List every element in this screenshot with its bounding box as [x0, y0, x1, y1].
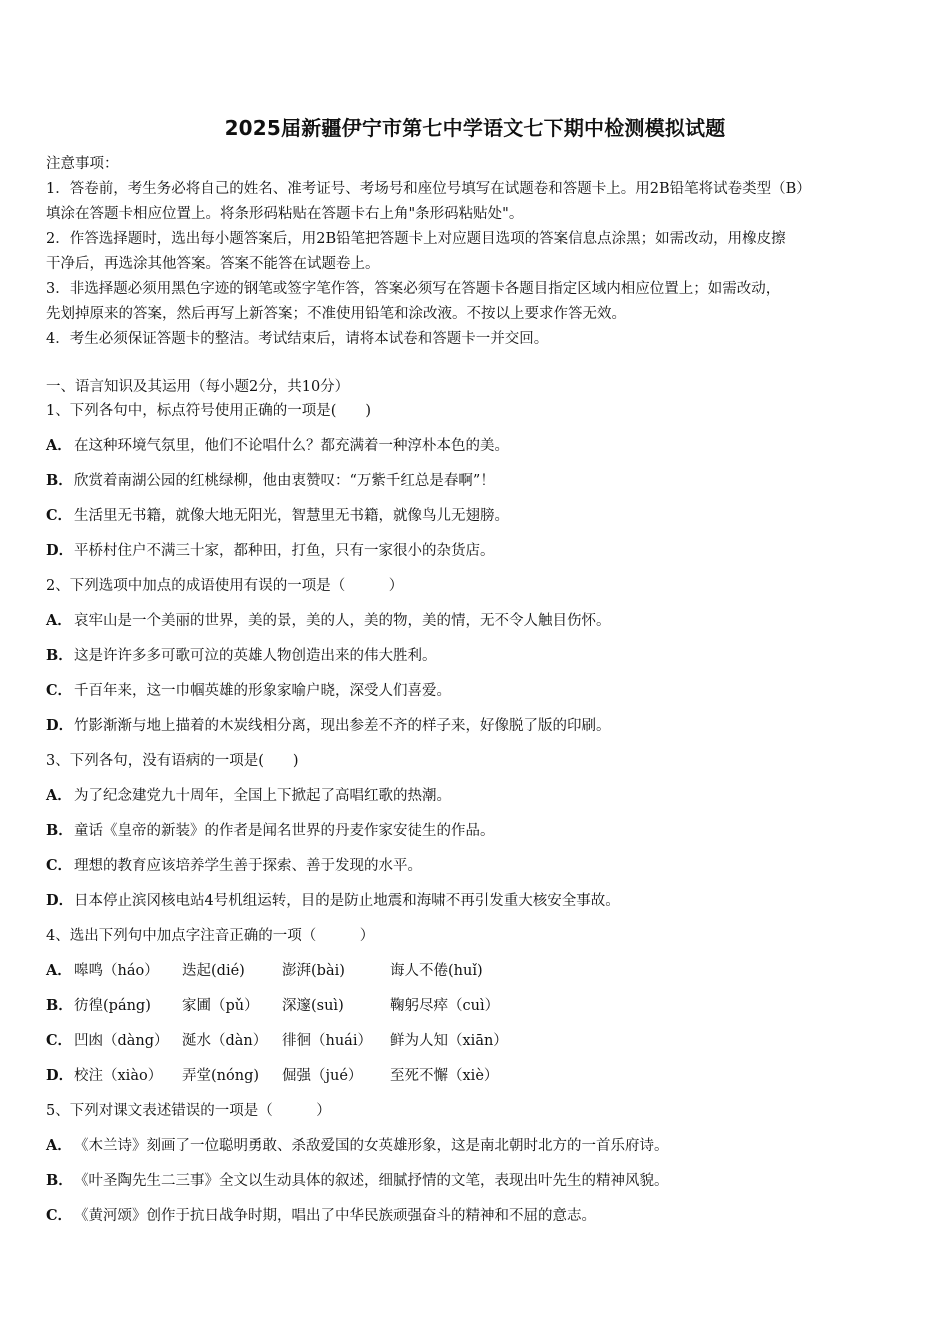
question-stem: 4、选出下列句中加点字注音正确的一项（ ） — [46, 928, 375, 944]
notice-line: 2．作答选择题时，选出每小题答案后，用2B铅笔把答题卡上对应题目选项的答案信息点涂黑；如需改动，用橡皮擦 — [46, 231, 786, 247]
notice-line: 填涂在答题卡相应位置上。将条形码粘贴在答题卡右上角"条形码粘贴处"。 — [46, 206, 524, 222]
option-letter: A． — [46, 1137, 72, 1154]
option-text: 竹影渐渐与地上描着的木炭线相分离，现出参差不齐的样子来，好像脱了版的印刷。 — [74, 718, 611, 734]
option-item — [46, 819, 910, 854]
option-letter: A． — [46, 437, 72, 454]
option-text: 这是许许多多可歌可泣的英雄人物创造出来的伟大胜利。 — [74, 648, 437, 664]
pinyin-cell: 迭起(dié) — [182, 963, 245, 979]
pinyin-cell: 涎水（dàn） — [182, 1033, 268, 1049]
question-list — [46, 399, 910, 1239]
notice-line: 4．考生必须保证答题卡的整洁。考试结束后，请将本试卷和答题卡一并交回。 — [46, 331, 549, 347]
pinyin-cell: 澎湃(bài) — [282, 963, 345, 979]
option-letter: B． — [46, 997, 73, 1014]
question-stem: 3、下列各句，没有语病的一项是( ) — [46, 753, 299, 769]
option-text: 生活里无书籍，就像大地无阳光，智慧里无书籍，就像鸟儿无翅膀。 — [74, 508, 509, 524]
option-letter: D． — [46, 542, 74, 559]
option-text: 《叶圣陶先生二三事》全文以生动具体的叙述，细腻抒情的文笔，表现出叶先生的精神风貌。 — [74, 1173, 669, 1189]
option-letter: B． — [46, 647, 73, 664]
notice-line: 3．非选择题必须用黑色字迹的钢笔或签字笔作答，答案必须写在答题卡各题目指定区域内相应位置上；如需改动， — [46, 281, 781, 297]
pinyin-cell: 倔强（jué） — [282, 1068, 363, 1084]
notice-heading: 注意事项： — [46, 156, 119, 172]
option-text: 《黄河颂》创作于抗日战争时期，唱出了中华民族顽强奋斗的精神和不屈的意志。 — [74, 1208, 596, 1224]
option-letter: C． — [46, 1207, 73, 1224]
option-text: 千百年来，这一巾帼英雄的形象家喻户晓，深受人们喜爱。 — [74, 683, 451, 699]
option-item — [46, 1204, 910, 1239]
pinyin-cell: 嗥鸣（háo） — [74, 963, 159, 979]
option-letter: D． — [46, 892, 74, 909]
page-title: 2025届新疆伊宁市第七中学语文七下期中检测模拟试题 — [224, 116, 726, 140]
option-item — [46, 1134, 910, 1169]
option-letter: D． — [46, 1067, 74, 1084]
option-text: 《木兰诗》刻画了一位聪明勇敢、杀敌爱国的女英雄形象，这是南北朝时北方的一首乐府诗。 — [74, 1138, 669, 1154]
option-item — [46, 994, 910, 1029]
option-item — [46, 889, 910, 924]
option-letter: B． — [46, 822, 73, 839]
option-item — [46, 1169, 910, 1204]
option-text: 欣赏着南湖公园的红桃绿柳，他由衷赞叹：“万紫千红总是春啊”！ — [74, 473, 495, 489]
option-letter: A． — [46, 612, 72, 629]
question-stem: 1、下列各句中，标点符号使用正确的一项是( ) — [46, 403, 372, 419]
option-letter: C． — [46, 682, 73, 699]
notice-block — [46, 152, 910, 352]
option-item — [46, 644, 910, 679]
option-item — [46, 1064, 910, 1099]
pinyin-cell: 家圃（pǔ） — [182, 998, 259, 1014]
question-stem: 2、下列选项中加点的成语使用有误的一项是（ ） — [46, 578, 404, 594]
option-item — [46, 854, 910, 889]
pinyin-cell: 鞠躬尽瘁（cuì） — [390, 998, 500, 1014]
pinyin-cell: 鲜为人知（xiān） — [390, 1033, 508, 1049]
pinyin-cell: 至死不懈（xiè） — [390, 1068, 499, 1084]
option-item — [46, 959, 910, 994]
pinyin-cell: 彷徨(páng) — [74, 998, 151, 1014]
option-letter: B． — [46, 472, 73, 489]
option-text: 为了纪念建党九十周年，全国上下掀起了高唱红歌的热潮。 — [74, 788, 451, 804]
pinyin-cell: 诲人不倦(huǐ) — [390, 963, 483, 979]
option-text: 在这种环境气氛里，他们不论唱什么？都充满着一种淳朴本色的美。 — [74, 438, 509, 454]
option-item — [46, 679, 910, 714]
option-text: 平桥村住户不满三十家，都种田，打鱼，只有一家很小的杂货店。 — [74, 543, 495, 559]
option-item — [46, 504, 910, 539]
option-item — [46, 1029, 910, 1064]
pinyin-cell: 深邃(suì) — [282, 998, 344, 1014]
option-letter: C． — [46, 507, 73, 524]
pinyin-cell: 徘徊（huái） — [282, 1033, 372, 1049]
pinyin-cell: 校注（xiào） — [74, 1068, 163, 1084]
option-text: 理想的教育应该培养学生善于探索、善于发现的水平。 — [74, 858, 422, 874]
notice-line: 干净后，再选涂其他答案。答案不能答在试题卷上。 — [46, 256, 380, 272]
option-text: 童话《皇帝的新装》的作者是闻名世界的丹麦作家安徒生的作品。 — [74, 823, 495, 839]
option-text: 日本停止滨冈核电站4号机组运转，目的是防止地震和海啸不再引发重大核安全事故。 — [74, 893, 620, 909]
option-letter: D． — [46, 717, 74, 734]
option-letter: C． — [46, 857, 73, 874]
option-item — [46, 469, 910, 504]
option-letter: A． — [46, 962, 72, 979]
section-heading: 一、语言知识及其运用（每小题2分，共10分） — [46, 379, 350, 395]
option-letter: B． — [46, 1172, 73, 1189]
option-item — [46, 539, 910, 574]
option-letter: A． — [46, 787, 72, 804]
option-letter: C． — [46, 1032, 73, 1049]
option-text: 哀牢山是一个美丽的世界，美的景，美的人，美的物，美的情，无不令人触目伤怀。 — [74, 613, 611, 629]
question-stem: 5、下列对课文表述错误的一项是（ ） — [46, 1103, 331, 1119]
pinyin-cell: 弄堂(nóng) — [182, 1068, 260, 1084]
option-item — [46, 609, 910, 644]
option-item — [46, 714, 910, 749]
notice-line: 先划掉原来的答案，然后再写上新答案；不准使用铅笔和涂改液。不按以上要求作答无效。 — [46, 306, 626, 322]
notice-line: 1．答卷前，考生务必将自己的姓名、准考证号、考场号和座位号填写在试题卷和答题卡上。用2B铅笔将试卷类型（B） — [46, 181, 811, 197]
pinyin-cell: 凹凼（dàng） — [74, 1033, 169, 1049]
option-item — [46, 434, 910, 469]
option-item — [46, 784, 910, 819]
